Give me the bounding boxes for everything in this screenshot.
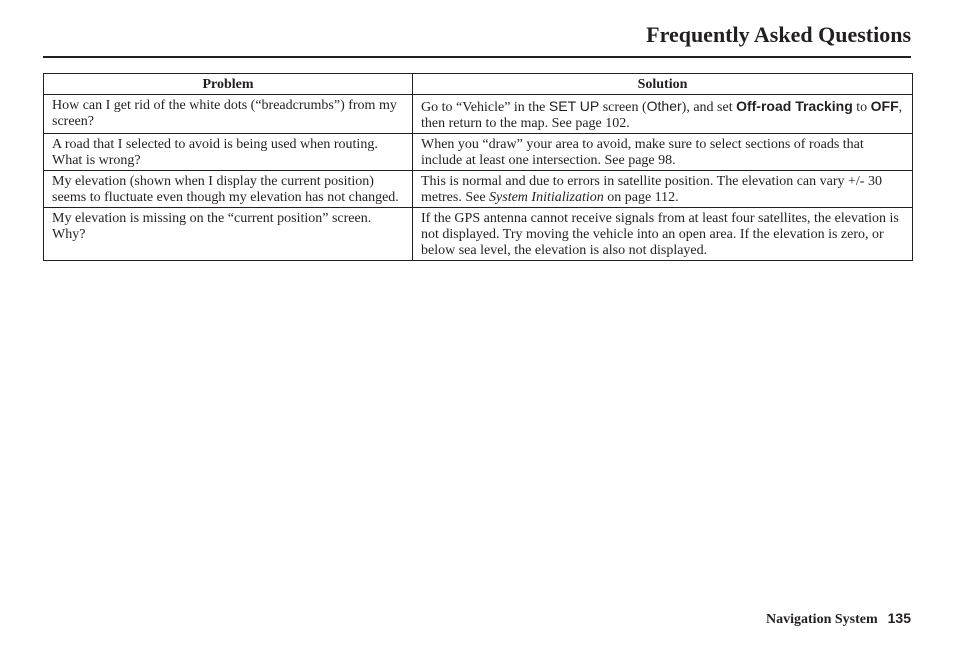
table-row [44, 208, 913, 261]
table-row [44, 95, 913, 134]
solution-text: screen ( [599, 100, 647, 115]
table-row [44, 134, 913, 171]
table-header-row [44, 74, 913, 95]
problem-cell: A road that I selected to avoid is being used when routing. What is wrong? [44, 134, 413, 171]
problem-cell: My elevation (shown when I display the current position) seems to fluctuate even though my elevation has not changed. [44, 171, 413, 208]
solution-text: , then return to the map. See page 102. [421, 100, 903, 131]
page-title: Frequently Asked Questions [646, 22, 911, 47]
page-reference: System Initialization [489, 190, 604, 205]
problem-cell: My elevation is missing on the “current position” screen. Why? [44, 208, 413, 261]
solution-text: ), and set [681, 100, 737, 115]
footer-section-name: Navigation System [766, 612, 878, 627]
table-row [44, 171, 913, 208]
solution-cell: When you “draw” your area to avoid, make sure to select sections of roads that include at least one intersection. See page 98. [413, 134, 913, 171]
column-header-solution: Solution [413, 74, 913, 95]
off-setting-label: OFF [870, 98, 899, 114]
solution-cell [413, 171, 913, 208]
other-menu-label: Other [646, 98, 682, 114]
page-footer [766, 610, 911, 628]
problem-cell: How can I get rid of the white dots (“breadcrumbs”) from my screen? [44, 95, 413, 134]
column-header-problem: Problem [44, 74, 413, 95]
solution-text: on page 112. [603, 190, 679, 205]
offroad-tracking-label: Off-road Tracking [736, 98, 853, 114]
faq-table [43, 73, 913, 261]
page-number: 135 [887, 610, 911, 626]
solution-text: Go to “Vehicle” in the [421, 100, 549, 115]
solution-text: to [852, 100, 871, 115]
title-rule [43, 56, 911, 58]
setup-menu-label: SET UP [548, 98, 600, 114]
solution-text: This is normal and due to errors in satellite position. The elevation can vary +/- 30 metres. See [421, 174, 882, 205]
solution-cell: If the GPS antenna cannot receive signals from at least four satellites, the elevation is not displayed. Try moving the vehicle into an open area. If the elevation is zero, or below sea level, the elevation is also not displayed. [413, 208, 913, 261]
solution-cell [413, 95, 913, 134]
